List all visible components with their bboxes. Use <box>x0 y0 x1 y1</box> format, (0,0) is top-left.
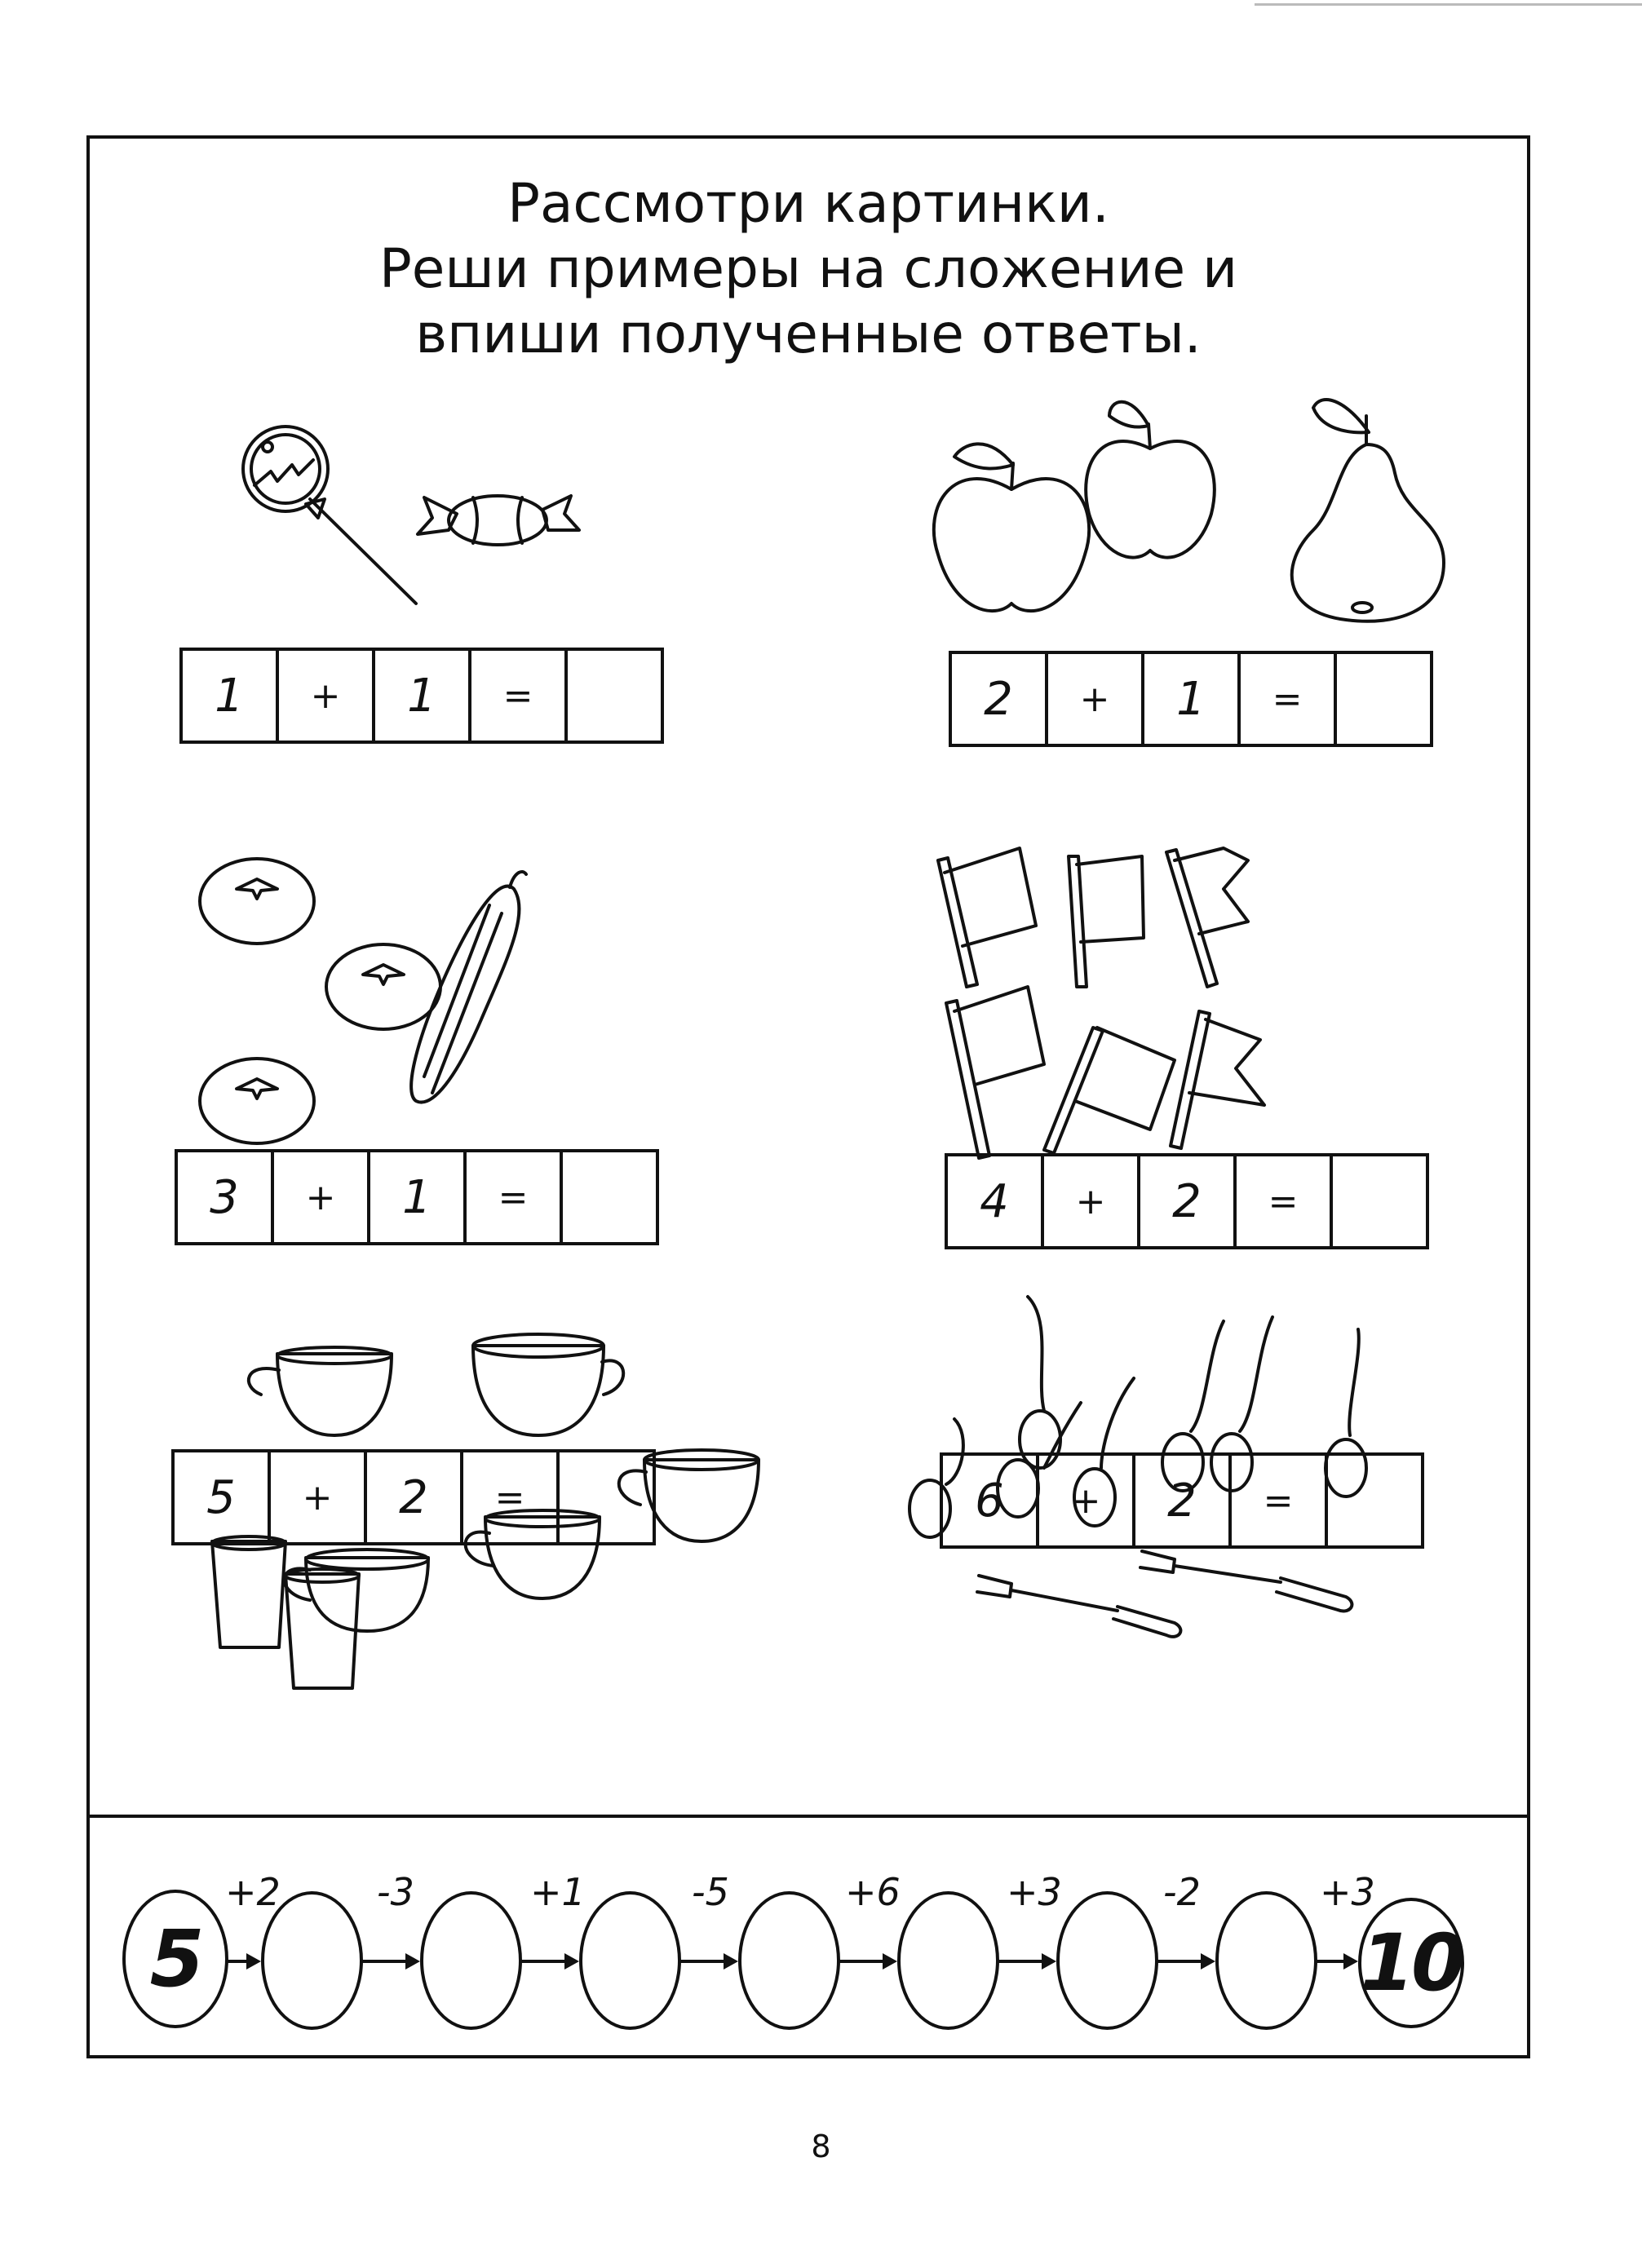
title-line-2: Реши примеры на сложение и <box>378 237 1237 300</box>
chain-step-3: +1 <box>530 1870 586 1914</box>
eq5-plus: + <box>271 1452 367 1542</box>
chain-blank-2[interactable] <box>420 1891 522 2030</box>
equation-2 <box>949 651 1433 747</box>
chain-end-value: 10 <box>1360 1917 1463 2009</box>
chain-blank-3[interactable] <box>579 1891 681 2030</box>
chain-blank-7[interactable] <box>1215 1891 1317 2030</box>
chain-blank-4[interactable] <box>738 1891 840 2030</box>
chain-step-8: +3 <box>1320 1870 1375 1914</box>
eq1-plus: + <box>279 651 375 741</box>
chain-start-value: 5 <box>149 1913 201 2005</box>
eq5-equals: = <box>463 1452 560 1542</box>
chain-arrow-5 <box>839 1960 894 1963</box>
eq2-plus: + <box>1048 654 1144 744</box>
chain-arrow-7 <box>1157 1960 1212 1963</box>
chain-step-1: +2 <box>225 1870 281 1914</box>
chain-arrow-3 <box>520 1960 576 1963</box>
eq3-operand-a: 3 <box>178 1152 274 1242</box>
eq4-plus: + <box>1044 1156 1140 1246</box>
eq3-operand-b: 1 <box>370 1152 467 1242</box>
chain-step-6: +3 <box>1007 1870 1062 1914</box>
eq6-equals: = <box>1232 1456 1328 1545</box>
eq2-operand-a: 2 <box>952 654 1048 744</box>
chain-blank-1[interactable] <box>261 1891 363 2030</box>
tomatoes-cucumber-illustration <box>188 856 563 1174</box>
equation-1 <box>179 648 664 744</box>
worksheet-frame <box>86 135 1530 2058</box>
eq4-operand-b: 2 <box>1140 1156 1237 1246</box>
chain-step-5: +6 <box>845 1870 901 1914</box>
title-line-1: Рассмотри картинки. <box>507 172 1109 235</box>
eq6-operand-b: 2 <box>1135 1456 1232 1545</box>
scan-edge-line <box>1255 3 1642 6</box>
eq5-answer-box[interactable] <box>560 1452 653 1542</box>
chain-arrow-6 <box>998 1960 1053 1963</box>
chain-start-oval <box>122 1890 228 2028</box>
page-number: 8 <box>811 2129 831 2164</box>
eq5-operand-a: 5 <box>175 1452 271 1542</box>
eq4-equals: = <box>1237 1156 1333 1246</box>
eq2-operand-b: 1 <box>1144 654 1241 744</box>
eq4-operand-a: 4 <box>948 1156 1044 1246</box>
chain-arrow-8 <box>1316 1960 1355 1963</box>
eq3-equals: = <box>467 1152 563 1242</box>
eq6-plus: + <box>1039 1456 1135 1545</box>
eq6-answer-box[interactable] <box>1328 1456 1421 1545</box>
eq5-operand-b: 2 <box>367 1452 463 1542</box>
chain-step-7: -2 <box>1163 1870 1201 1914</box>
chain-step-4: -5 <box>692 1870 729 1914</box>
eq4-answer-box[interactable] <box>1333 1156 1426 1246</box>
equation-3 <box>175 1149 659 1245</box>
chain-arrow-4 <box>679 1960 735 1963</box>
flags-illustration <box>930 824 1452 1174</box>
chain-blank-5[interactable] <box>897 1891 999 2030</box>
eq1-operand-b: 1 <box>375 651 471 741</box>
title-line-3: впиши полученные ответы. <box>415 303 1202 365</box>
number-chain <box>90 1818 1527 2058</box>
eq1-equals: = <box>471 651 568 741</box>
eq3-answer-box[interactable] <box>563 1152 656 1242</box>
instructions-title <box>90 171 1527 367</box>
eq6-operand-a: 6 <box>943 1456 1039 1545</box>
eq1-operand-a: 1 <box>183 651 279 741</box>
eq2-answer-box[interactable] <box>1337 654 1430 744</box>
chain-arrow-1 <box>227 1960 258 1963</box>
apples-pear-illustration <box>922 367 1460 628</box>
eq2-equals: = <box>1241 654 1337 744</box>
equation-5 <box>171 1449 656 1545</box>
chain-blank-6[interactable] <box>1056 1891 1158 2030</box>
lollipop-candy-illustration <box>228 408 612 603</box>
chain-end-oval <box>1358 1898 1464 2028</box>
chain-arrow-2 <box>361 1960 417 1963</box>
equation-4 <box>945 1153 1429 1249</box>
chain-step-2: -3 <box>377 1870 414 1914</box>
eq3-plus: + <box>274 1152 370 1242</box>
eq1-answer-box[interactable] <box>568 651 661 741</box>
equation-6 <box>940 1452 1424 1549</box>
